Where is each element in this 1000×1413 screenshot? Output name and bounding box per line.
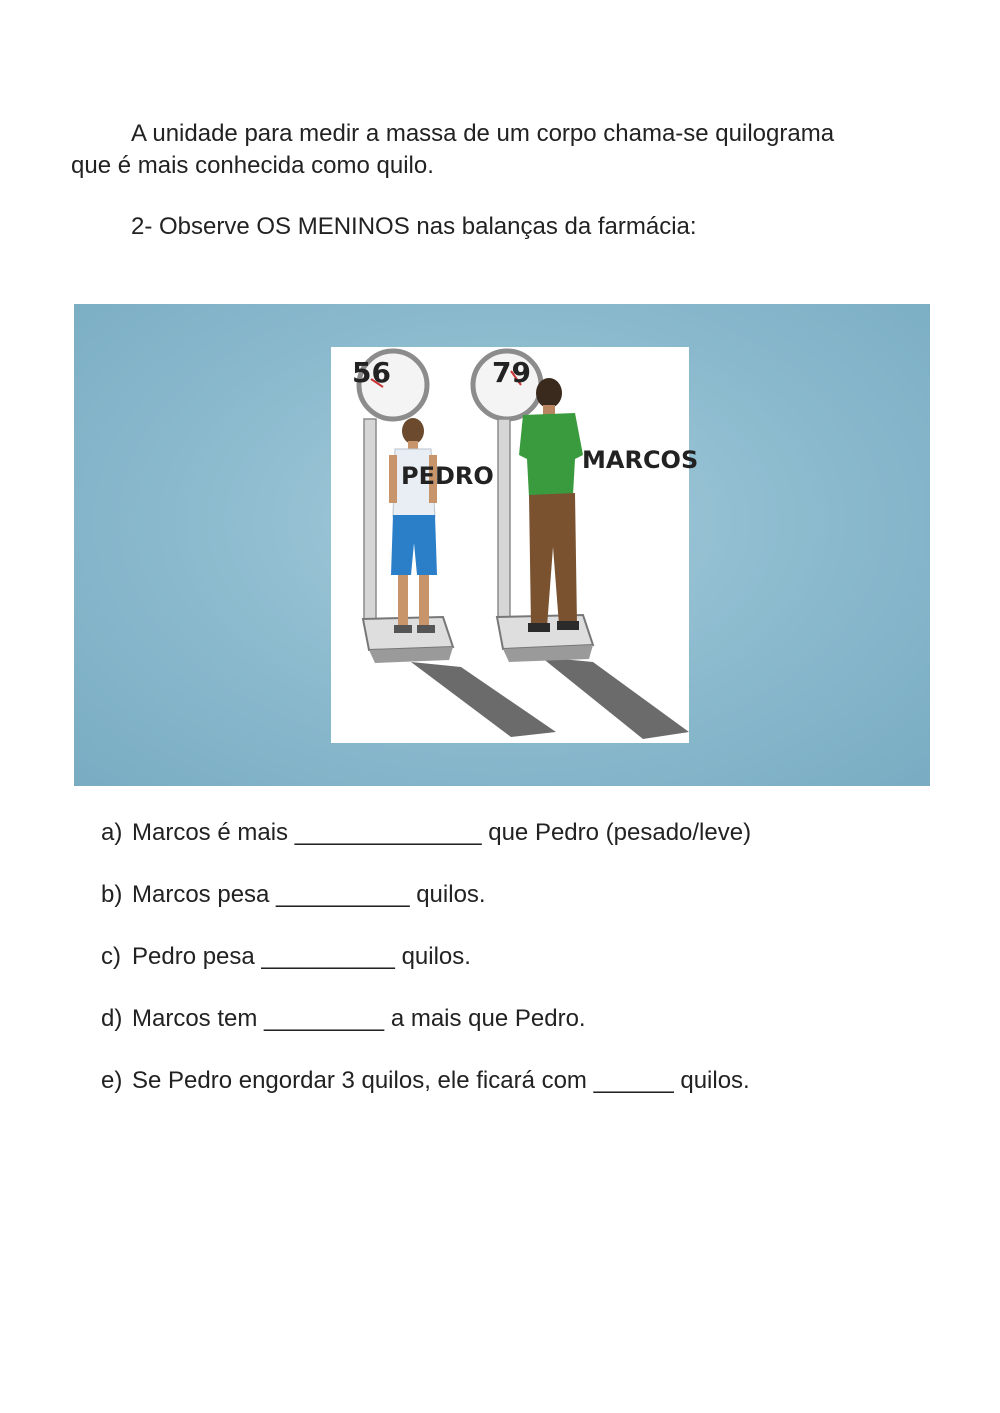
exercise-item-b	[101, 880, 486, 910]
pedro-shadow	[411, 662, 556, 737]
marcos-figure	[519, 378, 583, 632]
pedro-name-label: PEDRO	[401, 462, 494, 490]
marcos-shadow	[541, 657, 689, 739]
intro-paragraph	[71, 118, 941, 182]
marcos-name-label: MARCOS	[582, 446, 699, 474]
exercise-item-d	[101, 1004, 586, 1034]
exercise-item-e	[101, 1066, 750, 1096]
item-letter: b)	[101, 881, 123, 908]
pedro-scale-pole	[364, 419, 376, 619]
scales-drawing	[331, 347, 689, 743]
question-2-heading: 2- Observe OS MENINOS nas balanças da farmácia:	[131, 213, 697, 240]
item-text: Pedro pesa __________ quilos.	[132, 943, 471, 970]
intro-line-1: A unidade para medir a massa de um corpo chama-se quilograma	[131, 120, 835, 147]
item-text: Marcos tem _________ a mais que Pedro.	[132, 1005, 586, 1032]
scales-illustration	[331, 347, 689, 743]
intro-line-2: que é mais conhecida como quilo.	[71, 152, 434, 179]
pedro-weight-reading: 56	[352, 356, 391, 389]
item-text: Marcos pesa __________ quilos.	[132, 881, 486, 908]
item-text: Marcos é mais ______________ que Pedro (pesado/leve)	[132, 819, 752, 846]
item-letter: c)	[101, 943, 121, 970]
item-letter: e)	[101, 1067, 123, 1094]
exercise-item-a	[101, 818, 751, 848]
marcos-weight-reading: 79	[492, 356, 531, 389]
item-letter: a)	[101, 819, 123, 846]
exercise-item-c	[101, 942, 471, 972]
item-letter: d)	[101, 1005, 123, 1032]
pedro-figure	[389, 418, 437, 633]
marcos-scale-pole	[498, 419, 510, 619]
item-text: Se Pedro engordar 3 quilos, ele ficará com ______ quilos.	[132, 1067, 750, 1094]
